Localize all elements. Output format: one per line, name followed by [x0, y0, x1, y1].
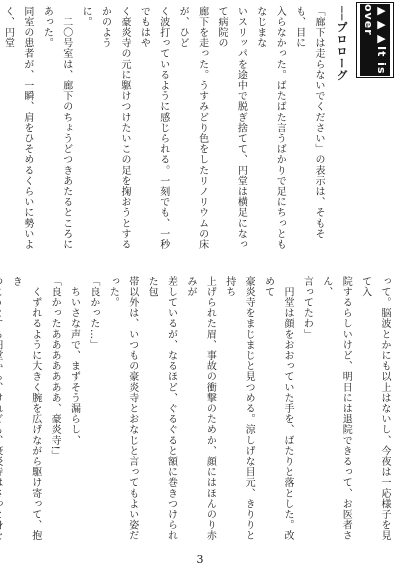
text-line: 差しているが、なるほど、ぐるぐると額に巻きつけられた包: [146, 276, 177, 541]
text-line: くずれるように大きく腕を広げながら駆け寄って、抱き: [10, 276, 41, 541]
text-line: 廊下を走った。うすみどり色をしたリノリウムの床が、ひど: [177, 6, 208, 250]
text-line: 言ってたわ」: [301, 276, 313, 340]
text-line: く豪炎寺の元に駆けつけたいこの足を掬おうとするかのよう: [99, 6, 130, 250]
chapter-banner: ▶▶▶It is over: [362, 4, 388, 75]
text-line: 円堂は顔をおおっていた手を、ばたりと落とした。改めて: [262, 276, 293, 541]
text-line: に。: [80, 6, 92, 28]
chapter-subtitle: ──プロローグ: [335, 6, 348, 82]
text-line: 二〇号室は、廊下のちょうどつきあたるところにあった。: [41, 6, 72, 250]
text-line: 同室の患者が、一瞬、肩をひそめるくらいに勢いよく、円堂: [2, 6, 33, 250]
text-block-bottom: [8, 276, 394, 544]
text-line: いスリッパを途中で脱ぎ捨てて、円堂は横足になって病院の: [215, 6, 247, 250]
text-line: 「良かったあああああああ、豪炎寺!」: [49, 276, 61, 461]
text-line: 帯以外は、いつもの豪炎寺とおなじと言ってもよい姿だった。: [107, 276, 138, 541]
text-line: ちいさな声で、まずそう漏らし、: [68, 276, 80, 446]
text-line: く波打っているように感じられる。一刻でも、一秒でもはや: [138, 6, 169, 250]
text-line: 「廊下は走らないでください」の表示は、そもそも、目に: [293, 6, 324, 240]
text-line: 「良かった…」: [87, 276, 99, 351]
text-block-top: [2, 6, 328, 258]
text-line: 豪炎寺をまじまじと見つめる。涼しげな目元、きりりと持ち: [223, 276, 255, 541]
text-line: 上げられた眉、事故の衝撃のためか、顔にはほんのり赤みが: [184, 276, 216, 541]
text-line: 入らなかった。ばたばた言うばかりで足にちっともなじまな: [254, 6, 286, 250]
text-line: 院するらしいけど、明日には退院できるって、お医者さん、: [320, 276, 352, 541]
text-line: [0, 276, 6, 544]
text-line: って。脳波とかにも以上はないし、今夜は一応様子を見て入: [359, 276, 390, 541]
page-number: 3: [196, 553, 204, 566]
